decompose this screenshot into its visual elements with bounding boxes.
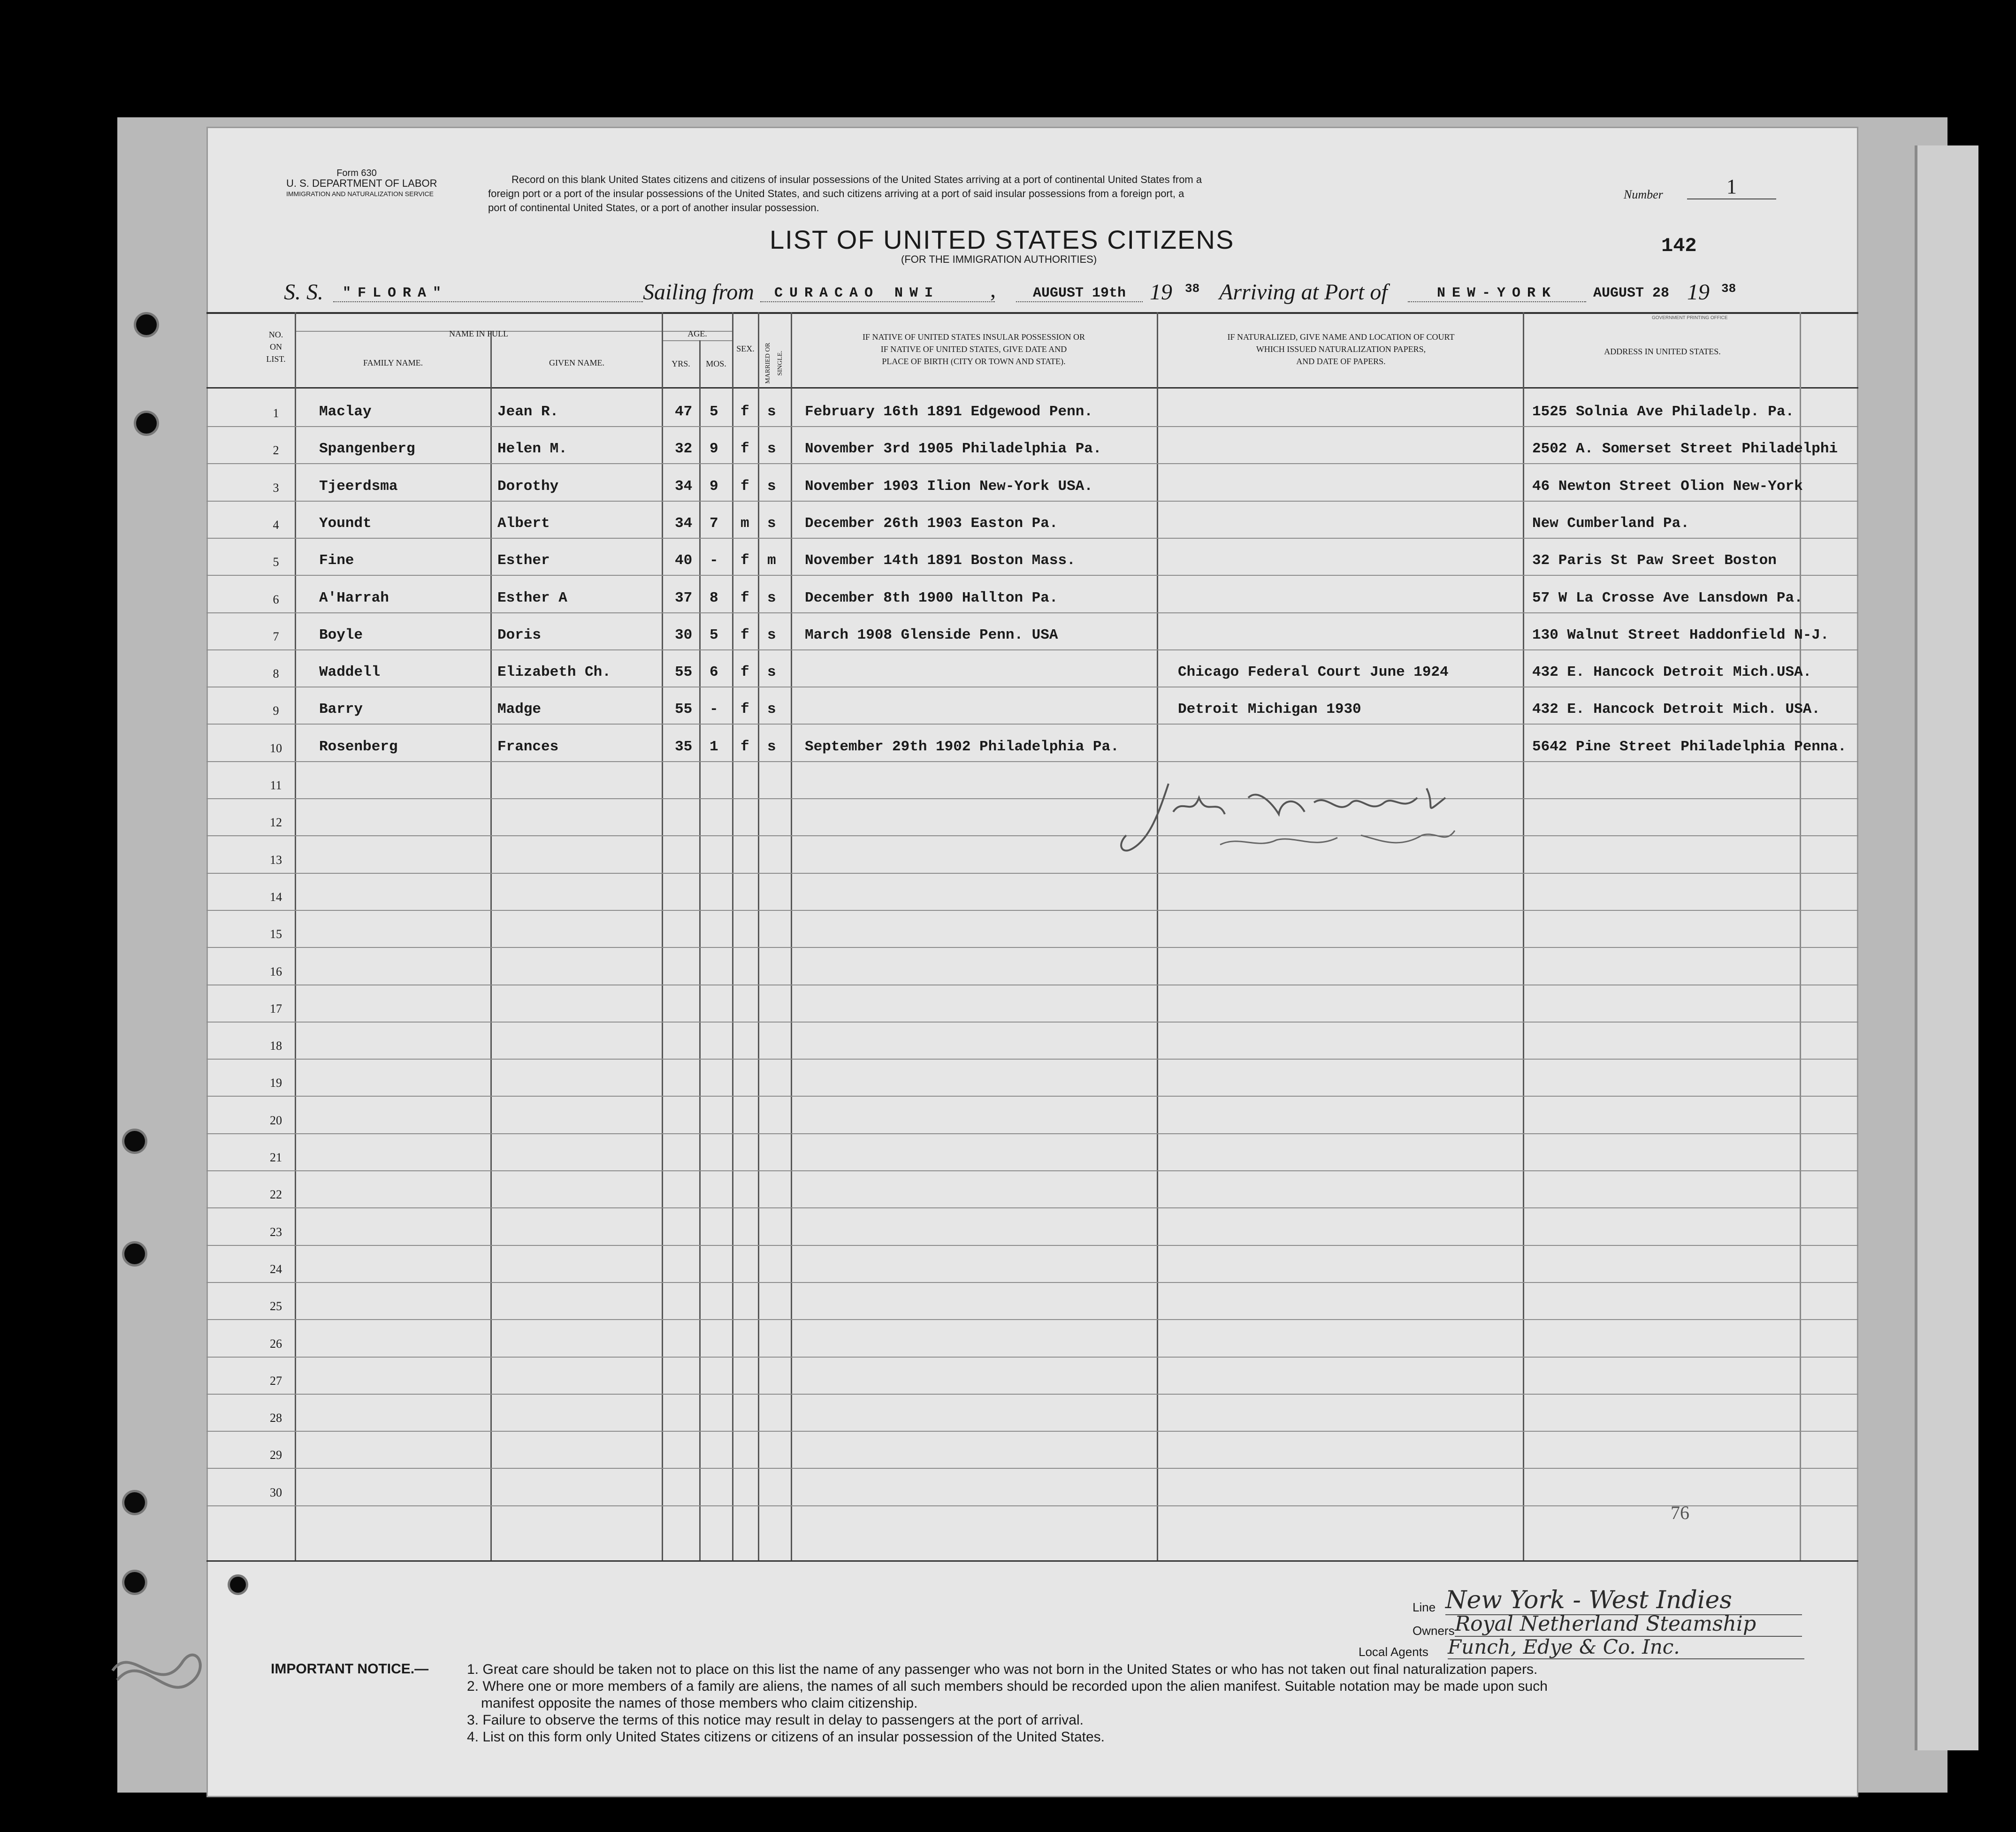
cell-address: 1525 Solnia Ave Philadelp. Pa. (1532, 404, 1795, 420)
notice-item: 1. Great care should be taken not to place on this list the name of any passenger who was not born in the United States or who has not taken out final naturalization papers. (467, 1662, 1538, 1677)
manifest-page (206, 127, 1858, 1797)
printer-note: GOVERNMENT PRINTING OFFICE (1652, 315, 1728, 321)
cell-ms: s (767, 664, 776, 681)
cell-birth: March 1908 Glenside Penn. USA (805, 626, 1058, 643)
row-rule (206, 798, 1858, 799)
row-number: 23 (270, 1225, 282, 1239)
column-divider (490, 331, 492, 1560)
row-rule (206, 910, 1858, 911)
cell-birth: December 26th 1903 Easton Pa. (805, 515, 1058, 532)
punch-hole (124, 1131, 145, 1152)
page-number: 142 (1661, 235, 1697, 257)
col-nat-line: AND DATE OF PAPERS. (1296, 357, 1386, 366)
row-number: 22 (270, 1188, 282, 1202)
punch-hole (124, 1244, 145, 1264)
row-number: 14 (270, 890, 282, 904)
header-bottom-rule (206, 387, 1858, 389)
service: IMMIGRATION AND NATURALIZATION SERVICE (286, 190, 434, 198)
column-divider (758, 312, 759, 1560)
cell-sex: f (741, 701, 749, 718)
backing-sheet-edge (1915, 145, 1978, 1750)
agents-label: Local Agents (1359, 1645, 1428, 1659)
cell-ms: s (767, 701, 776, 718)
row-number: 3 (273, 481, 279, 495)
col-given-name: GIVEN NAME. (549, 358, 604, 367)
cell-family: Waddell (319, 664, 381, 681)
table-top-rule (206, 312, 1858, 314)
row-rule (206, 873, 1858, 874)
notice-title: IMPORTANT NOTICE.— (271, 1661, 429, 1677)
cell-birth: November 3rd 1905 Philadelphia Pa. (805, 441, 1102, 458)
owners-value: Royal Netherland Steamship (1455, 1612, 1802, 1637)
instruction-line: Record on this blank United States citizens and citizens of insular possessions of the United States arriving at a port of continental United States from a (512, 174, 1202, 185)
stamp-number: 76 (1671, 1502, 1689, 1523)
column-divider (662, 312, 663, 1560)
notice-item: 3. Failure to observe the terms of this notice may result in delay to passengers at the port of arrival. (467, 1712, 1084, 1728)
punch-hole (136, 314, 157, 335)
cell-ms: s (767, 626, 776, 643)
instructions (488, 173, 1558, 215)
col-no-on-list (257, 328, 295, 365)
row-number: 29 (270, 1448, 282, 1462)
cell-nat: Chicago Federal Court June 1924 (1178, 664, 1449, 681)
cell-given: Frances (497, 738, 559, 755)
row-number: 13 (270, 853, 282, 867)
cell-mos: 5 (710, 626, 718, 643)
row-rule (206, 1096, 1858, 1097)
arriving-label: Arriving at Port of (1219, 280, 1388, 305)
cell-mos: 5 (710, 404, 718, 420)
row-number: 16 (270, 964, 282, 978)
signature-stroke (1220, 831, 1455, 845)
cell-given: Albert (497, 515, 550, 532)
cell-birth: December 8th 1900 Hallton Pa. (805, 589, 1058, 606)
punch-hole (230, 1577, 246, 1593)
row-rule (206, 1431, 1858, 1432)
row-rule (206, 575, 1858, 576)
cell-family: Rosenberg (319, 738, 398, 755)
row-number: 30 (270, 1485, 282, 1499)
row-number: 20 (270, 1113, 282, 1127)
row-number: 7 (273, 629, 279, 643)
row-rule (206, 1394, 1858, 1395)
row-number: 21 (270, 1151, 282, 1164)
form-header (286, 168, 437, 199)
cell-address: 130 Walnut Street Haddonfield N-J. (1532, 626, 1829, 643)
cell-address: 46 Newton Street Olion New-York (1532, 478, 1803, 495)
col-birth-line: IF NATIVE OF UNITED STATES, GIVE DATE AND (880, 344, 1067, 354)
cell-birth: February 16th 1891 Edgewood Penn. (805, 404, 1093, 420)
row-number: 4 (273, 518, 279, 532)
header-rule (662, 340, 732, 341)
cell-family: Tjeerdsma (319, 478, 398, 495)
department: U. S. DEPARTMENT OF LABOR (286, 177, 437, 189)
cell-sex: f (741, 404, 749, 420)
cell-address: 432 E. Hancock Detroit Mich.USA. (1532, 664, 1812, 681)
col-family-name: FAMILY NAME. (363, 358, 423, 367)
cell-given: Doris (497, 626, 542, 643)
col-yrs: YRS. (672, 359, 690, 368)
year-prefix-2: 19 (1687, 280, 1710, 305)
sailing-label: Sailing from (643, 280, 754, 305)
cell-sex: f (741, 589, 749, 606)
row-rule (206, 1357, 1858, 1358)
form-number: Form 630 (336, 168, 377, 178)
row-rule (206, 1133, 1858, 1134)
cell-sex: f (741, 738, 749, 755)
cell-yrs: 40 (675, 552, 693, 569)
row-rule (206, 835, 1858, 836)
row-number: 27 (270, 1374, 282, 1388)
line-label: Line (1413, 1600, 1436, 1614)
signature-stroke (1173, 798, 1225, 814)
col-address: ADDRESS IN UNITED STATES. (1604, 347, 1721, 356)
row-rule (206, 1319, 1858, 1320)
cell-given: Helen M. (497, 441, 567, 458)
inspector-signature (1117, 770, 1492, 878)
col-no-line: LIST. (266, 354, 286, 364)
instruction-line: port of continental United States, or a port of another insular possession. (488, 202, 819, 214)
line-value: New York - West Indies (1445, 1586, 1802, 1615)
row-rule (206, 724, 1858, 725)
cell-ms: s (767, 589, 776, 606)
col-no-line: NO. (268, 330, 283, 339)
cell-yrs: 34 (675, 478, 693, 495)
notice-list (467, 1661, 1548, 1746)
row-number: 6 (273, 592, 279, 606)
cell-ms: s (767, 515, 776, 532)
arrival-year: 38 (1721, 282, 1736, 296)
col-naturalized (1159, 331, 1523, 367)
column-divider (1523, 312, 1524, 1560)
cell-address: New Cumberland Pa. (1532, 515, 1689, 532)
cell-given: Esther A (497, 589, 567, 606)
cell-mos: 9 (710, 441, 718, 458)
cell-ms: s (767, 738, 776, 755)
row-number: 5 (273, 555, 279, 569)
cell-sex: f (741, 664, 749, 681)
cell-family: Maclay (319, 404, 372, 420)
column-divider (699, 340, 701, 1560)
cell-yrs: 47 (675, 404, 693, 420)
col-birth-line: IF NATIVE OF UNITED STATES INSULAR POSSESSION OR (862, 332, 1085, 342)
number-value: 1 (1687, 175, 1776, 199)
row-number: 15 (270, 927, 282, 941)
cell-nat: Detroit Michigan 1930 (1178, 701, 1361, 718)
row-rule (206, 501, 1858, 502)
row-rule (206, 761, 1858, 762)
punch-hole (124, 1492, 145, 1513)
cell-ms: s (767, 441, 776, 458)
column-divider (295, 312, 296, 1560)
cell-yrs: 37 (675, 589, 693, 606)
cell-address: 57 W La Crosse Ave Lansdown Pa. (1532, 589, 1803, 606)
cell-address: 5642 Pine Street Philadelphia Penna. (1532, 738, 1847, 755)
col-mos: MOS. (706, 359, 726, 368)
row-number: 24 (270, 1262, 282, 1276)
cell-address: 432 E. Hancock Detroit Mich. USA. (1532, 701, 1820, 718)
col-sex: SEX. (736, 344, 755, 353)
row-number: 19 (270, 1076, 282, 1090)
cell-sex: f (741, 478, 749, 495)
col-birth-line: PLACE OF BIRTH (CITY OR TOWN AND STATE). (882, 357, 1066, 366)
cell-given: Jean R. (497, 404, 559, 420)
cell-given: Elizabeth Ch. (497, 664, 611, 681)
instruction-line: foreign port or a port of the insular possessions of the United States, and such citizens arriving at a port of said insular possessions from a foreign port, a (488, 188, 1184, 199)
col-nat-line: WHICH ISSUED NATURALIZATION PAPERS, (1256, 344, 1426, 354)
col-age: AGE. (687, 329, 707, 338)
cell-address: 32 Paris St Paw Sreet Boston (1532, 552, 1777, 569)
col-name-in-full: NAME IN FULL (449, 329, 508, 338)
row-number: 28 (270, 1411, 282, 1425)
page-title: LIST OF UNITED STATES CITIZENS (770, 225, 1235, 254)
row-number: 17 (270, 1001, 282, 1015)
cell-birth: November 14th 1891 Boston Mass. (805, 552, 1076, 569)
column-divider (1157, 312, 1158, 1560)
row-rule (206, 1170, 1858, 1171)
row-rule (206, 947, 1858, 948)
cell-address: 2502 A. Somerset Street Philadelphi (1532, 441, 1838, 458)
number-label: Number (1624, 188, 1663, 201)
cell-mos: 7 (710, 515, 718, 532)
row-rule (206, 1059, 1858, 1060)
cell-ms: s (767, 478, 776, 495)
sail-year: 38 (1185, 282, 1200, 296)
sailing-from: CURACAO NWI (760, 285, 995, 302)
row-number: 2 (273, 443, 279, 458)
arrival-port: NEW-YORK (1408, 285, 1586, 302)
cell-given: Madge (497, 701, 542, 718)
page-subtitle: (FOR THE IMMIGRATION AUTHORITIES) (901, 253, 1097, 265)
row-number: 11 (270, 779, 282, 792)
row-number: 25 (270, 1299, 282, 1313)
cell-family: Spangenberg (319, 441, 415, 458)
row-number: 9 (273, 704, 279, 718)
notice-item: manifest opposite the names of those members who claim citizenship. (481, 1695, 918, 1711)
col-birth (793, 331, 1154, 367)
scribble-stroke (113, 1655, 200, 1687)
column-divider (791, 312, 792, 1560)
ship-name: "FLORA" (333, 285, 643, 302)
punch-hole (124, 1572, 145, 1593)
row-number: 8 (273, 667, 279, 681)
cell-sex: m (741, 515, 749, 532)
cell-yrs: 30 (675, 626, 693, 643)
ss-label: S. S. (284, 280, 323, 305)
cell-family: Fine (319, 552, 354, 569)
col-no-line: ON (270, 342, 282, 351)
row-rule (206, 426, 1858, 427)
row-rule (206, 1468, 1858, 1469)
col-married-single: MARRIED OR SINGLE. (764, 343, 784, 384)
cell-mos: 9 (710, 478, 718, 495)
cell-birth: November 1903 Ilion New-York USA. (805, 478, 1093, 495)
cell-yrs: 34 (675, 515, 693, 532)
year-prefix: 19 (1150, 280, 1172, 305)
cell-given: Esther (497, 552, 550, 569)
row-rule (206, 1207, 1858, 1208)
row-number: 26 (270, 1336, 282, 1351)
owners-label: Owners (1413, 1624, 1455, 1638)
signature-stroke (1121, 784, 1168, 851)
cell-mos: 1 (710, 738, 718, 755)
cell-yrs: 35 (675, 738, 693, 755)
cell-family: A'Harrah (319, 589, 389, 606)
row-rule (206, 649, 1858, 650)
column-divider (732, 312, 733, 1560)
row-number: 10 (270, 741, 282, 755)
col-nat-line: IF NATURALIZED, GIVE NAME AND LOCATION OF COURT (1227, 332, 1455, 342)
cell-birth: September 29th 1902 Philadelphia Pa. (805, 738, 1119, 755)
row-rule (206, 1245, 1858, 1246)
cell-sex: f (741, 626, 749, 643)
cell-ms: s (767, 404, 776, 420)
cell-given: Dorothy (497, 478, 559, 495)
punch-hole (136, 413, 157, 434)
row-number: 12 (270, 816, 282, 830)
cell-ms: m (767, 552, 776, 569)
arrival-date: AUGUST 28 (1593, 285, 1670, 301)
row-number: 18 (270, 1039, 282, 1053)
row-rule (206, 1282, 1858, 1283)
cell-family: Youndt (319, 515, 372, 532)
row-rule (206, 612, 1858, 613)
ink-scribble (103, 1633, 216, 1699)
cell-mos: 8 (710, 589, 718, 606)
cell-family: Boyle (319, 626, 363, 643)
row-rule (206, 538, 1858, 539)
cell-yrs: 55 (675, 701, 693, 718)
cell-sex: f (741, 552, 749, 569)
cell-family: Barry (319, 701, 363, 718)
row-rule (206, 1505, 1858, 1506)
row-number: 1 (273, 406, 279, 420)
column-divider (1800, 312, 1801, 1560)
cell-mos: - (710, 552, 718, 569)
cell-yrs: 55 (675, 664, 693, 681)
row-rule (206, 1022, 1858, 1023)
cell-sex: f (741, 441, 749, 458)
notice-item: 2. Where one or more members of a family are aliens, the names of all such members should be recorded upon the alien manifest. Suitable notation may be made upon such (467, 1679, 1548, 1694)
notice-item: 4. List on this form only United States citizens or citizens of an insular possession of the United States. (467, 1729, 1105, 1745)
cell-mos: 6 (710, 664, 718, 681)
table-bottom-rule (206, 1560, 1858, 1562)
comma: , (990, 277, 996, 302)
row-rule (206, 463, 1858, 464)
cell-yrs: 32 (675, 441, 693, 458)
agents-value: Funch, Edye & Co. Inc. (1448, 1635, 1804, 1659)
signature-stroke (1248, 788, 1445, 814)
cell-mos: - (710, 701, 718, 718)
sail-date: AUGUST 19th (1016, 285, 1143, 302)
